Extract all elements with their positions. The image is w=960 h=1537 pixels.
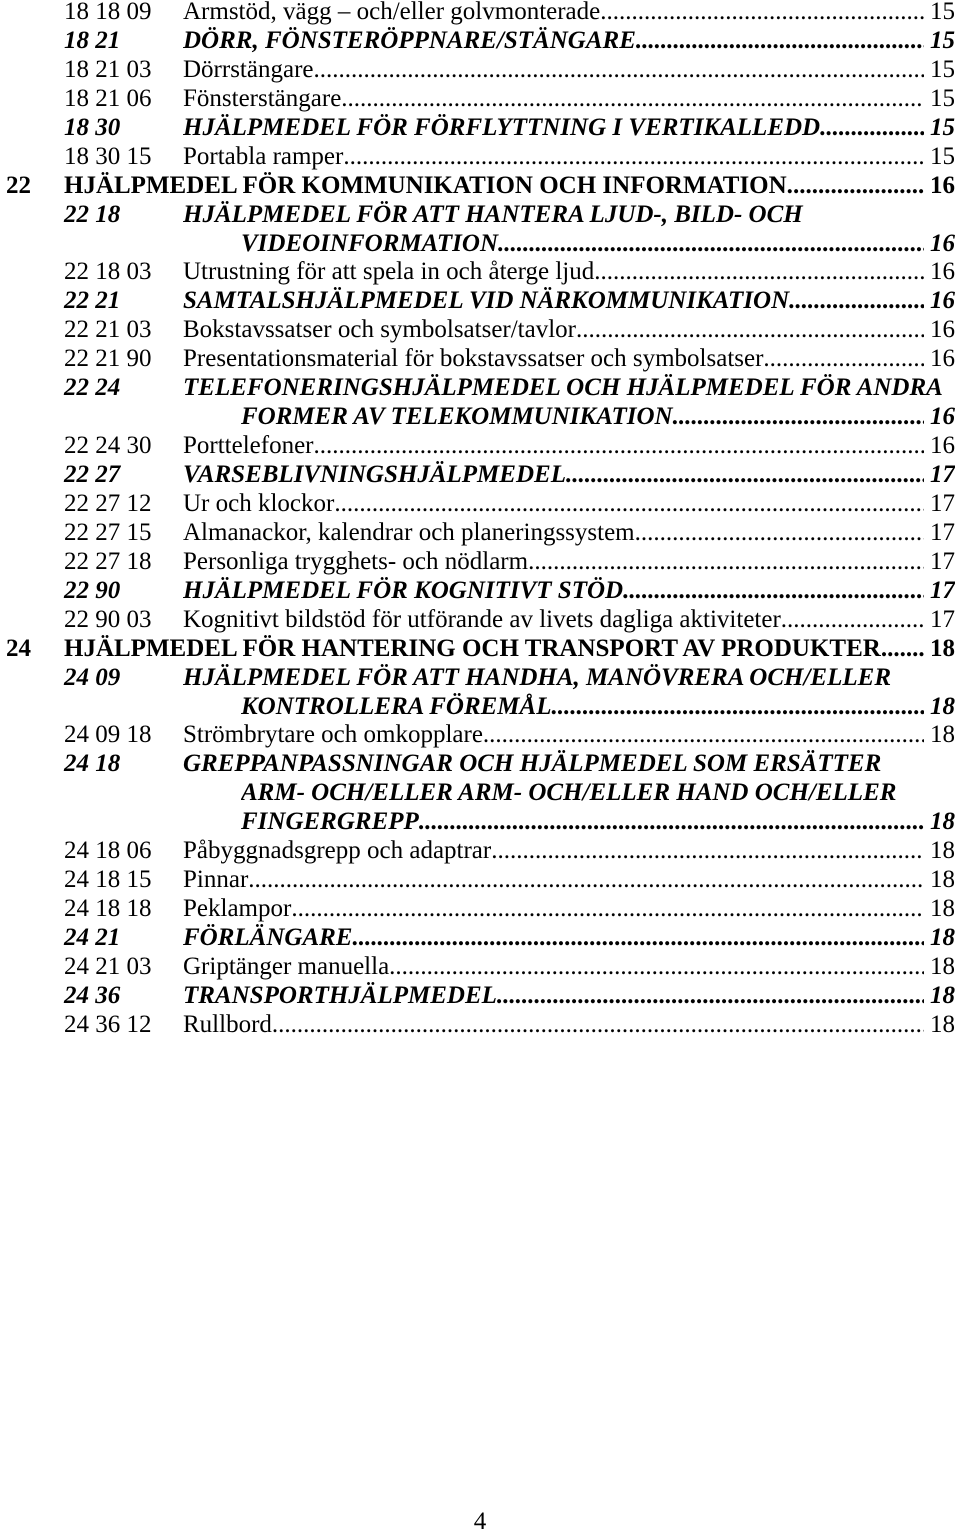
toc-entry-continuation [0, 808, 960, 837]
dot-leader [820, 114, 924, 143]
dot-leader [789, 287, 924, 316]
toc-page-number: 17 [930, 576, 955, 604]
toc-line [183, 287, 955, 316]
toc-title: VARSEBLIVNINGSHJÄLPMEDEL [183, 461, 566, 488]
toc-line [241, 230, 955, 259]
toc-title: FORMER AV TELEKOMMUNIKATION. [241, 403, 679, 431]
toc-line [183, 432, 955, 461]
toc-entry [0, 548, 960, 577]
toc-entry [0, 1011, 960, 1040]
dot-leader [635, 519, 924, 548]
dot-leader [389, 953, 924, 982]
toc-title: Fönsterstängare [183, 84, 342, 112]
toc-code: 22 27 12 [64, 489, 152, 517]
toc-line [183, 606, 955, 635]
toc-code: 18 30 15 [64, 142, 152, 170]
toc-page-number: 15 [930, 0, 955, 25]
toc-code: 22 24 [64, 374, 121, 402]
toc-page-number: 15 [930, 84, 955, 112]
toc-code: 22 21 90 [64, 345, 152, 373]
dot-leader [636, 27, 924, 56]
toc-line [183, 143, 955, 172]
toc-line [183, 1011, 955, 1040]
toc-title: Strömbrytare och omkopplare [183, 721, 483, 749]
toc-line [183, 114, 955, 143]
dot-leader [352, 924, 924, 953]
dot-leader [343, 143, 924, 172]
toc-line [183, 721, 955, 750]
toc-entry-continuation [0, 779, 960, 808]
toc-page-number: 15 [930, 26, 955, 54]
toc-line [183, 895, 955, 924]
toc-code: 22 90 03 [64, 605, 152, 633]
toc-line [183, 345, 955, 374]
toc-entry [0, 143, 960, 172]
toc-code: 24 09 18 [64, 721, 152, 749]
dot-leader [566, 461, 924, 490]
toc-entry [0, 721, 960, 750]
toc-title: ARM- OCH/ELLER ARM- OCH/ELLER HAND OCH/ELLER [241, 779, 897, 807]
toc-entry [0, 635, 960, 664]
toc-code: 24 36 [64, 981, 121, 1009]
dot-leader [272, 1011, 924, 1040]
toc-page-number: 18 [930, 895, 955, 923]
toc-page-number: 17 [930, 489, 955, 517]
toc-title: HJÄLPMEDEL FÖR HANTERING OCH TRANSPORT AV PRODUKTER [64, 634, 881, 662]
toc-code: 24 36 12 [64, 1010, 152, 1038]
toc-entry [0, 56, 960, 85]
toc-title: GREPPANPASSNINGAR OCH HJÄLPMEDEL SOM ERSÄTTER [183, 750, 882, 778]
toc-code: 18 30 [64, 113, 121, 141]
toc-entry [0, 837, 960, 866]
toc-page-number: 16 [930, 171, 955, 199]
toc-line [183, 374, 955, 403]
toc-page-number: 18 [930, 721, 955, 749]
toc-line [241, 808, 955, 837]
toc-page-number: 18 [930, 981, 955, 1009]
toc-page-number: 17 [930, 461, 955, 488]
toc-line [183, 519, 955, 548]
toc-title: FÖRLÄNGARE [183, 924, 353, 951]
toc-entry [0, 577, 960, 606]
toc-title: SAMTALSHJÄLPMEDEL VID NÄRKOMMUNIKATION [183, 287, 790, 315]
toc-entry-continuation [0, 403, 960, 432]
toc-page-number: 18 [930, 1010, 955, 1038]
toc-line [183, 577, 955, 606]
toc-title: HJÄLPMEDEL FÖR FÖRFLYTTNING I VERTIKALLEDD [183, 113, 821, 141]
toc-code: 22 18 [64, 200, 121, 228]
dot-leader [781, 606, 924, 635]
toc-page-number: 18 [930, 952, 955, 980]
toc-title: Ur och klockor [183, 489, 335, 517]
dot-leader [551, 693, 924, 722]
toc-entry [0, 750, 960, 779]
toc-title: Kognitivt bildstöd för utförande av livets dagliga aktiviteter [183, 605, 781, 633]
toc-code: 24 18 18 [64, 895, 152, 923]
toc-entry [0, 201, 960, 230]
toc-code: 24 18 [64, 750, 121, 778]
toc-title: Armstöd, vägg – och/eller golvmonterade [183, 0, 601, 25]
toc-line [183, 258, 955, 287]
toc-code: 22 27 [64, 461, 121, 488]
toc-page-number: 17 [930, 518, 955, 546]
toc-page-number: 18 [930, 634, 955, 662]
toc-title: TRANSPORTHJÄLPMEDEL [183, 981, 497, 1009]
toc-page-number: 15 [930, 142, 955, 170]
dot-leader [291, 895, 924, 924]
toc-code: 22 21 03 [64, 316, 152, 344]
toc-title: Porttelefoner [183, 432, 314, 460]
toc-page-number: 16 [930, 403, 955, 431]
dot-leader [483, 721, 924, 750]
toc-title: Peklampor [183, 895, 292, 923]
toc-code: 22 21 [64, 287, 121, 315]
toc-page-number: 15 [930, 55, 955, 83]
dot-leader [576, 316, 924, 345]
toc-entry [0, 27, 960, 56]
toc-line [183, 461, 955, 490]
toc-entry [0, 114, 960, 143]
toc-title: DÖRR, FÖNSTERÖPPNARE/STÄNGARE [183, 26, 636, 54]
toc-entry [0, 85, 960, 114]
toc-title: HJÄLPMEDEL FÖR ATT HANDHA, MANÖVRERA OCH/ELLER [183, 663, 891, 691]
toc-line [183, 750, 955, 779]
toc-code: 24 21 [64, 924, 121, 951]
dot-leader [594, 258, 924, 287]
toc-entry [0, 924, 960, 953]
toc-page-number: 16 [930, 229, 955, 257]
toc-title: Personliga trygghets- och nödlarm [183, 547, 529, 575]
toc-page-number: 18 [930, 692, 955, 720]
toc-title: Pinnar [183, 866, 249, 894]
toc-line [183, 924, 955, 953]
toc-title: TELEFONERINGSHJÄLPMEDEL OCH HJÄLPMEDEL FÖR ANDRA [183, 374, 943, 402]
toc-entry [0, 461, 960, 490]
toc-line [183, 56, 955, 85]
toc-code: 22 24 30 [64, 432, 152, 460]
toc-entry [0, 866, 960, 895]
dot-leader [600, 0, 924, 27]
toc-line [64, 635, 955, 664]
toc-code: 22 27 15 [64, 518, 152, 546]
toc-entry [0, 345, 960, 374]
dot-leader [679, 403, 924, 432]
toc-line [183, 982, 955, 1011]
toc-line [183, 837, 955, 866]
dot-leader [491, 837, 924, 866]
toc-title: HJÄLPMEDEL FÖR ATT HANTERA LJUD-, BILD- OCH [183, 200, 803, 228]
toc-entry [0, 953, 960, 982]
dot-leader [528, 548, 924, 577]
dot-leader [314, 56, 925, 85]
dot-leader [497, 982, 924, 1011]
toc-line [183, 85, 955, 114]
toc-code: 22 90 [64, 576, 121, 604]
toc-line [183, 664, 955, 693]
toc-page-number: 18 [930, 808, 955, 836]
toc-line [183, 490, 955, 519]
toc-title: Dörrstängare [183, 55, 314, 83]
toc-title: KONTROLLERA FÖREMÅL [241, 692, 552, 720]
toc-entry [0, 374, 960, 403]
dot-leader [248, 866, 924, 895]
toc-line [183, 316, 955, 345]
toc-entry-continuation [0, 230, 960, 259]
toc-code: 18 21 03 [64, 55, 152, 83]
toc-page-number: 16 [930, 432, 955, 460]
toc-line [183, 0, 955, 27]
toc-entry [0, 316, 960, 345]
dot-leader [498, 230, 924, 259]
toc-entry [0, 287, 960, 316]
toc-line [64, 172, 955, 201]
dot-leader [623, 577, 924, 606]
toc-code: 24 18 15 [64, 866, 152, 894]
toc-page-number: 18 [930, 866, 955, 894]
toc-page-number: 17 [930, 547, 955, 575]
toc-line [183, 548, 955, 577]
toc-page-number: 18 [930, 837, 955, 865]
toc-code: 18 18 09 [64, 0, 152, 25]
toc-entry [0, 982, 960, 1011]
dot-leader [419, 808, 924, 837]
toc-page-number: 15 [930, 113, 955, 141]
toc-line [183, 201, 955, 230]
toc-line [183, 953, 955, 982]
toc-entry [0, 606, 960, 635]
toc-code: 22 18 03 [64, 258, 152, 286]
toc-code: 22 [6, 171, 31, 199]
toc-entry-continuation [0, 693, 960, 722]
toc-line [241, 403, 955, 432]
toc-page-number: 16 [930, 316, 955, 344]
dot-leader [763, 345, 924, 374]
toc-page-number: 16 [930, 287, 955, 315]
toc-code: 24 21 03 [64, 952, 152, 980]
toc-line [183, 866, 955, 895]
toc-line [241, 779, 955, 808]
toc-title: Utrustning för att spela in och återge ljud [183, 258, 595, 286]
toc-page-number: 16 [930, 258, 955, 286]
toc-code: 24 18 06 [64, 837, 152, 865]
toc-code: 24 09 [64, 663, 121, 691]
toc-entry [0, 432, 960, 461]
dot-leader [881, 635, 924, 664]
toc-title: Almanackor, kalendrar och planeringssystem [183, 518, 635, 546]
page-number: 4 [473, 1508, 487, 1535]
toc-title: Presentationsmaterial för bokstavssatser och symbolsatser [183, 345, 764, 373]
toc-entry [0, 172, 960, 201]
toc-title: Bokstavssatser och symbolsatser/tavlor [183, 316, 576, 344]
toc-code: 18 21 06 [64, 84, 152, 112]
dot-leader [793, 172, 924, 201]
toc-title: Rullbord [183, 1010, 272, 1038]
toc-entry [0, 895, 960, 924]
toc-line [183, 27, 955, 56]
toc-entry [0, 664, 960, 693]
toc-code: 18 21 [64, 26, 121, 54]
toc-page-number: 16 [930, 345, 955, 373]
toc-title: HJÄLPMEDEL FÖR KOGNITIVT STÖD [183, 576, 624, 604]
toc-entry [0, 0, 960, 27]
toc-entry [0, 519, 960, 548]
toc-title: HJÄLPMEDEL FÖR KOMMUNIKATION OCH INFORMATION. [64, 171, 793, 199]
toc-page-number: 18 [930, 924, 955, 951]
toc-title: Portabla ramper [183, 142, 344, 170]
toc-code: 22 27 18 [64, 547, 152, 575]
toc-page-number: 17 [930, 605, 955, 633]
toc-title: FINGERGREPP [241, 808, 419, 836]
dot-leader [314, 432, 924, 461]
toc-title: Påbyggnadsgrepp och adaptrar [183, 837, 492, 865]
dot-leader [334, 490, 924, 519]
dot-leader [341, 85, 924, 114]
toc-title: VIDEOINFORMATION [241, 229, 499, 257]
toc-entry [0, 490, 960, 519]
toc-line [241, 693, 955, 722]
toc-title: Griptänger manuella [183, 952, 390, 980]
toc-code: 24 [6, 634, 31, 662]
toc-entry [0, 258, 960, 287]
